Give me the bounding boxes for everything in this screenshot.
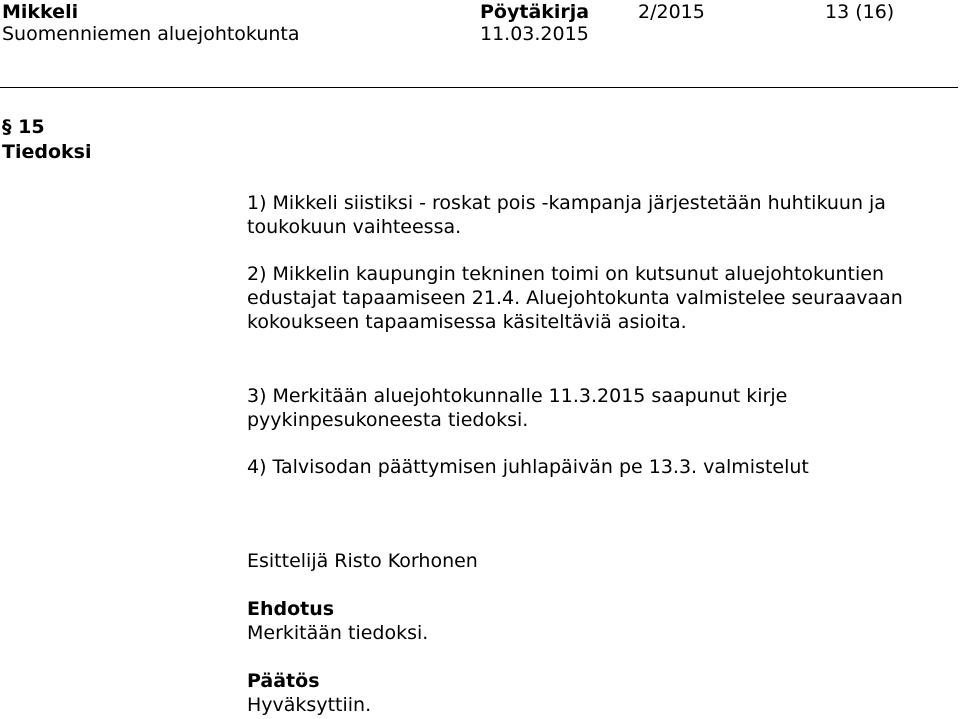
- item-text: 4) Talvisodan päättymisen juhlapäivän pe 13.3. valmistelut: [247, 456, 809, 478]
- presenter-line: Esittelijä Risto Korhonen: [247, 550, 478, 572]
- list-item: [247, 191, 937, 239]
- item-text: 3) Merkitään aluejohtokunnalle 11.3.2015 saapunut kirje pyykinpesukoneesta tiedoksi.: [247, 385, 788, 431]
- list-item: [247, 384, 937, 432]
- section-title: Tiedoksi: [2, 141, 92, 163]
- list-item: [247, 455, 937, 479]
- section-number: § 15: [2, 116, 45, 138]
- proposal-heading: Ehdotus: [247, 598, 335, 620]
- item-text: 1) Mikkeli siistiksi - roskat pois -kampanja järjestetään huhtikuun ja toukokuun vaihteessa.: [247, 192, 886, 238]
- decision-heading: Päätös: [247, 670, 320, 692]
- header-org: Mikkeli: [2, 1, 79, 23]
- header-body: Suomenniemen aluejohtokunta: [2, 23, 300, 45]
- header-date: 11.03.2015: [480, 23, 589, 45]
- header-doc-type: Pöytäkirja: [480, 1, 590, 23]
- header-number: 2/2015: [638, 1, 705, 23]
- header-divider: [0, 87, 958, 88]
- list-item: [247, 262, 937, 334]
- item-text: 2) Mikkelin kaupungin tekninen toimi on kutsunut aluejohtokuntien edustajat tapaamiseen 21.4. Aluejohtokunta valmistelee seuraavaan kokoukseen tapaamisessa käsiteltäviä asioita.: [247, 263, 903, 333]
- proposal-text: Merkitään tiedoksi.: [247, 622, 429, 644]
- decision-text: Hyväksyttiin.: [247, 694, 372, 716]
- header-page-number: 13 (16): [825, 1, 895, 23]
